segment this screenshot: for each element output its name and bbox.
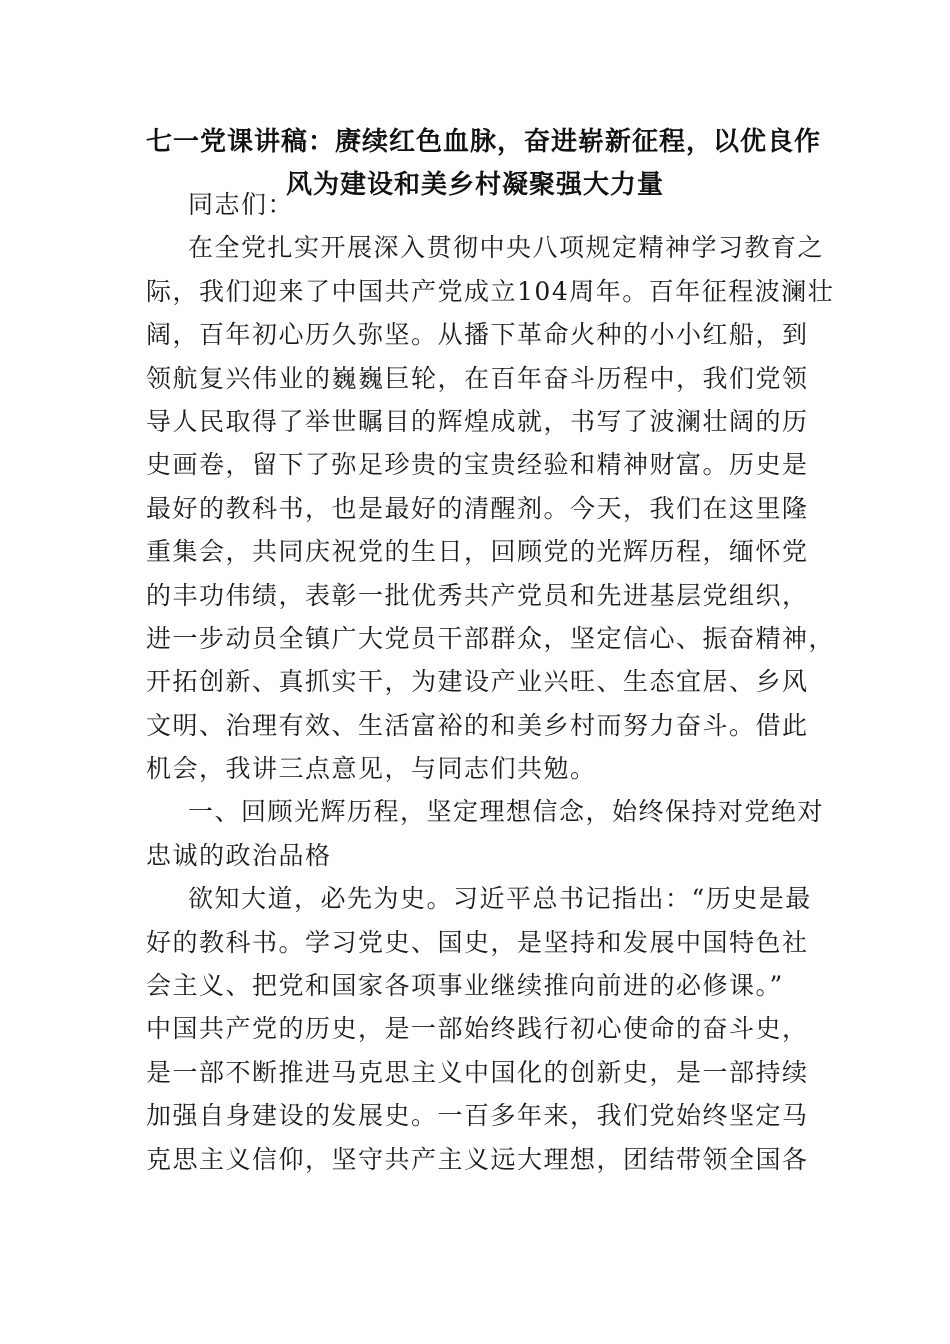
title-line-2: 风为建设和美乡村凝聚强大力量 <box>285 170 664 200</box>
paragraph-line: 导人民取得了举世瞩目的辉煌成就，书写了波澜壮阔的历 <box>146 406 809 436</box>
body-text <box>146 183 836 1181</box>
paragraph-line: 会主义、把党和国家各项事业继续推向前进的必修课。” <box>146 971 784 1001</box>
paragraph-line: 阔，百年初心历久弥坚。从播下革命火种的小小红船，到 <box>146 320 809 350</box>
paragraph-line: 中国共产党的历史，是一部始终践行初心使命的奋斗史， <box>146 1014 809 1044</box>
paragraph-line: 最好的教科书，也是最好的清醒剂。今天，我们在这里隆 <box>146 493 809 523</box>
paragraph-line: 进一步动员全镇广大党员干部群众，坚定信心、振奋精神， <box>146 623 836 653</box>
paragraph-line: 机会，我讲三点意见，与同志们共勉。 <box>146 754 597 784</box>
paragraph-line: 重集会，共同庆祝党的生日，回顾党的光辉历程，缅怀党 <box>146 537 809 567</box>
section-heading: 一、回顾光辉历程，坚定理想信念，始终保持对党绝对 <box>188 797 825 827</box>
paragraph-line: 的丰功伟绩，表彰一批优秀共产党员和先进基层党组织， <box>146 580 809 610</box>
paragraph-line: 史画卷，留下了弥足珍贵的宝贵经验和精神财富。历史是 <box>146 450 809 480</box>
paragraph-line: 领航复兴伟业的巍巍巨轮，在百年奋斗历程中，我们党领 <box>146 363 809 393</box>
title-line-1: 七一党课讲稿：赓续红色血脉，奋进崭新征程，以优良作 <box>146 127 822 157</box>
paragraph-line: 加强自身建设的发展史。一百多年来，我们党始终坚定马 <box>146 1101 809 1131</box>
paragraph-line: 开拓创新、真抓实干，为建设产业兴旺、生态宜居、乡风 <box>146 667 809 697</box>
paragraph-line: 好的教科书。学习党史、国史，是坚持和发展中国特色社 <box>146 927 809 957</box>
paragraph-line: 际，我们迎来了中国共产党成立104周年。百年征程波澜壮 <box>146 276 835 306</box>
paragraph-line: 在全党扎实开展深入贯彻中央八项规定精神学习教育之 <box>188 233 825 263</box>
paragraph-line: 克思主义信仰，坚守共产主义远大理想，团结带领全国各 <box>146 1144 809 1174</box>
section-heading: 忠诚的政治品格 <box>146 840 332 870</box>
paragraph-line: 文明、治理有效、生活富裕的和美乡村而努力奋斗。借此 <box>146 710 809 740</box>
paragraph-line: 是一部不断推进马克思主义中国化的创新史，是一部持续 <box>146 1057 809 1087</box>
salutation: 同志们： <box>188 190 295 219</box>
paragraph-line: 欲知大道，必先为史。习近平总书记指出：“历史是最 <box>188 884 812 914</box>
